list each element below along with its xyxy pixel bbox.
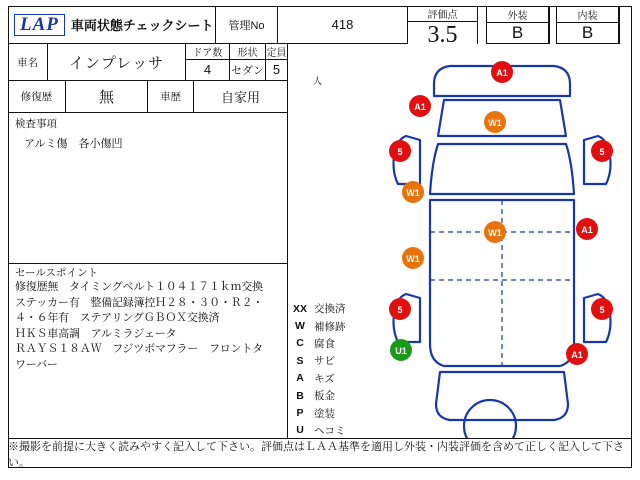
car-damage-diagram xyxy=(372,44,632,438)
sales-line: ＨＫＳ車高調 アルミラジェータ xyxy=(15,327,177,340)
usage-history-value: 自家用 xyxy=(220,90,260,105)
sales-line: 修復歴無 タイミングベルト１０４１７１ｋｍ交換 xyxy=(15,281,263,293)
exterior-grade-cell xyxy=(486,6,550,44)
inspection-line: アルミ傷 各小傷凹 xyxy=(24,138,123,150)
legend-text: 腐食 xyxy=(314,337,335,350)
damage-mark xyxy=(591,298,613,320)
usage-history-label: 車歴 xyxy=(148,81,194,112)
shape-value: セダン xyxy=(230,44,266,80)
legend-text: サビ xyxy=(314,355,335,368)
legend-text: 塗装 xyxy=(314,407,335,420)
vehicle-spec-row xyxy=(8,44,287,81)
damage-mark xyxy=(591,140,613,162)
legend-item xyxy=(288,387,370,404)
inspection-body xyxy=(8,134,287,264)
doors-value: 4 xyxy=(186,44,230,80)
legend-item xyxy=(288,370,370,387)
sales-line: ＲＡＹＳ１８ＡＷ フジツボマフラー フロントタ xyxy=(15,343,263,355)
damage-mark-label: W1 xyxy=(406,188,420,198)
sales-point-heading: セールスポイント xyxy=(15,266,99,279)
exterior-grade-value: B xyxy=(486,22,549,44)
evaluation-score-value: 3.5 xyxy=(427,22,458,48)
management-no-label: 管理No xyxy=(216,6,278,44)
legend-text: 板金 xyxy=(314,390,335,403)
repair-value: 無 xyxy=(66,81,148,112)
repair-label: 修復歴 xyxy=(8,81,66,112)
damage-mark-label: 5 xyxy=(599,305,605,315)
left-info-column xyxy=(8,44,288,438)
windshield-shape xyxy=(430,144,574,194)
damage-mark-label: W1 xyxy=(488,118,502,128)
legend-item xyxy=(288,300,370,317)
damage-mark xyxy=(389,298,411,320)
legend-text: キズ xyxy=(314,372,335,385)
interior-grade-value: B xyxy=(556,22,619,44)
damage-mark xyxy=(402,247,424,269)
management-no-value: 418 xyxy=(278,6,408,44)
evaluation-score-cell xyxy=(408,6,478,48)
legend-code: A xyxy=(296,372,304,385)
damage-mark-label: W1 xyxy=(488,228,502,238)
interior-grade-label: 内装 xyxy=(556,6,619,22)
damage-mark-label: A1 xyxy=(414,102,426,112)
capacity-label: 定員 xyxy=(266,44,287,60)
damage-marks xyxy=(389,61,613,365)
damage-mark-label: A1 xyxy=(571,350,583,360)
legend-code: XX xyxy=(292,302,307,315)
damage-mark xyxy=(409,95,431,117)
damage-mark xyxy=(566,343,588,365)
legend-code: B xyxy=(296,389,304,402)
doors-label: ドア数 xyxy=(186,44,230,60)
trunk-shape xyxy=(436,372,568,420)
sheet-header xyxy=(8,6,632,48)
damage-mark-label: W1 xyxy=(406,254,420,264)
evaluation-score-label: 評価点 xyxy=(408,6,477,22)
footer-note: ※撮影を前提に大きく読みやすく記入して下さい。評価点はＬＡＡ基準を適用し外装・内装評価を含めて正しく記入して下さい。 xyxy=(8,438,632,468)
damage-mark-label: A1 xyxy=(496,68,508,78)
legend-code: W xyxy=(295,320,305,333)
sales-point-body xyxy=(8,280,287,373)
damage-legend xyxy=(288,300,370,439)
logo-cell xyxy=(8,6,216,44)
damage-mark-label: 5 xyxy=(397,305,403,315)
damage-mark-label: A1 xyxy=(581,225,593,235)
capacity-value: 5 xyxy=(272,62,281,77)
inspection-heading: 検査事項 xyxy=(15,118,57,130)
damage-mark-label: 5 xyxy=(397,147,403,157)
shape-label: 形状 xyxy=(230,44,266,60)
damage-mark xyxy=(576,218,598,240)
damage-mark xyxy=(491,61,513,83)
damage-mark xyxy=(389,140,411,162)
sales-line: ４・６年有 ステアリングＧＢＯＸ交換済 xyxy=(15,312,220,324)
legend-item xyxy=(288,404,370,421)
vehicle-name-label: 車名 xyxy=(8,44,48,80)
capacity-unit: 人 xyxy=(313,76,323,86)
legend-item xyxy=(288,335,370,352)
damage-mark xyxy=(402,181,424,203)
sales-line: ワーバー xyxy=(15,358,58,371)
legend-item xyxy=(288,317,370,334)
legend-code: S xyxy=(296,354,304,367)
damage-mark xyxy=(484,221,506,243)
lap-logo: LAP xyxy=(14,14,65,36)
legend-code: P xyxy=(296,407,304,420)
damage-mark xyxy=(390,339,412,361)
exterior-grade-label: 外装 xyxy=(486,6,549,22)
legend-text: ヘコミ xyxy=(314,424,346,437)
legend-text: 補修跡 xyxy=(314,320,346,333)
repair-history-row xyxy=(8,81,287,113)
page-title: 車両状態チェックシート xyxy=(70,18,214,33)
legend-code: C xyxy=(296,337,304,350)
damage-mark xyxy=(484,111,506,133)
legend-code: U xyxy=(296,424,304,437)
interior-grade-cell xyxy=(556,6,620,44)
legend-item xyxy=(288,352,370,369)
vehicle-name-value: インプレッサ xyxy=(48,44,186,80)
sales-line: ステッカー有 整備記録簿控Ｈ２８・３０・Ｒ２・ xyxy=(15,296,264,309)
legend-text: 交換済 xyxy=(314,303,346,316)
damage-mark-label: U1 xyxy=(395,346,407,356)
damage-mark-label: 5 xyxy=(599,147,605,157)
